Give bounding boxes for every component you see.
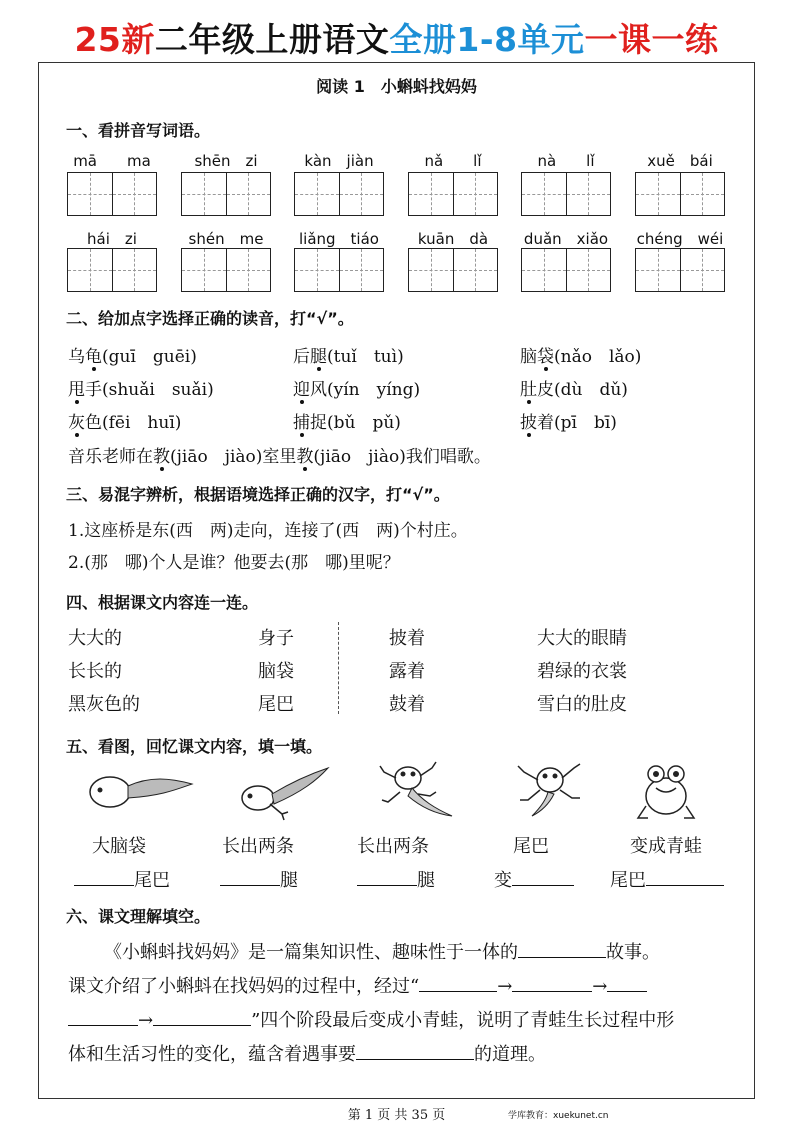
pinyin-label: shēn zi — [194, 152, 258, 170]
writing-box[interactable] — [181, 248, 271, 292]
dotted-char: 披 — [520, 413, 537, 433]
pinyin-label: liǎng tiáo — [299, 230, 379, 248]
match-right-a[interactable]: 披着 — [389, 628, 425, 649]
writing-box[interactable] — [521, 172, 611, 216]
dotted-char: 甩 — [68, 380, 85, 400]
dotted-char: 教 — [153, 447, 170, 467]
fill-label: 腿 — [417, 870, 435, 891]
pinyin-label: mā ma — [73, 152, 151, 170]
pinyin-options[interactable]: (dù dǔ) — [554, 380, 628, 400]
stage-fill — [74, 866, 170, 892]
section-4-heading: 四、根据课文内容连一连。 — [66, 593, 259, 612]
stage-caption: 变成青蛙 — [630, 836, 702, 857]
char: 色 — [85, 413, 102, 433]
stage-fill — [220, 866, 298, 892]
match-right-a[interactable]: 露着 — [389, 661, 425, 682]
fill-label: 腿 — [280, 870, 298, 891]
pinyin-label: nà lǐ — [537, 152, 595, 170]
dotted-char: 腿 — [310, 347, 327, 367]
stage-fill — [494, 866, 574, 892]
dotted-char: 灰 — [68, 413, 85, 433]
answer-blank[interactable] — [512, 975, 592, 992]
text: 《小蝌蚪找妈妈》是一篇集知识性、趣味性于一体的 — [104, 942, 518, 963]
dotted-char: 捕 — [293, 413, 310, 433]
writing-box[interactable] — [294, 172, 384, 216]
reading-item — [520, 408, 617, 433]
reading-item — [520, 375, 628, 400]
fill-label: 尾巴 — [610, 870, 646, 891]
answer-blank[interactable] — [220, 869, 280, 886]
stage-fill — [610, 866, 724, 892]
text: 故事。 — [606, 942, 660, 963]
reading-item — [68, 408, 181, 433]
char: 皮 — [537, 380, 554, 400]
pinyin-options[interactable]: (jiāo jiào)室里 — [170, 447, 297, 467]
char: 着 — [537, 413, 554, 433]
pinyin-options[interactable]: (bǔ pǔ) — [327, 413, 401, 433]
tadpole-with-legs-image — [232, 762, 332, 822]
writing-box[interactable] — [294, 248, 384, 292]
pinyin-options[interactable]: (pī bī) — [554, 413, 617, 433]
section-2-heading: 二、给加点字选择正确的读音，打“√”。 — [66, 309, 354, 328]
pinyin-options[interactable]: (guī guēi) — [102, 347, 197, 367]
froglet-image — [378, 756, 458, 822]
pinyin-options[interactable]: (shuǎi suǎi) — [102, 380, 214, 400]
reading-item — [293, 408, 401, 433]
section-3-heading: 三、易混字辨析，根据语境选择正确的汉字，打“√”。 — [66, 485, 450, 504]
divider — [338, 622, 339, 714]
writing-box[interactable] — [521, 248, 611, 292]
match-left-b[interactable]: 脑袋 — [258, 661, 294, 682]
text: 课文介绍了小蝌蚪在找妈妈的过程中，经过“ — [68, 976, 420, 997]
sentence-1[interactable]: 1.这座桥是东(西 两)走向，连接了(西 两)个村庄。 — [68, 521, 468, 541]
pinyin-label: kàn jiàn — [304, 152, 374, 170]
text: ”四个阶段最后变成小青蛙，说明了青蛙生长过程中形 — [251, 1010, 675, 1031]
answer-blank[interactable] — [357, 869, 417, 886]
answer-blank[interactable] — [518, 941, 606, 958]
paragraph-line-1 — [104, 938, 660, 964]
reading-item — [68, 342, 197, 367]
pinyin-options[interactable]: (nǎo lǎo) — [554, 347, 642, 367]
stage-caption: 大脑袋 — [92, 836, 146, 857]
match-left-a[interactable]: 大大的 — [68, 628, 122, 649]
match-left-b[interactable]: 身子 — [258, 628, 294, 649]
banner-title — [0, 18, 793, 62]
pinyin-label: chéng wéi — [636, 230, 724, 248]
answer-blank[interactable] — [153, 1009, 251, 1026]
section-5-heading: 五、看图，回忆课文内容，填一填。 — [66, 737, 323, 756]
paragraph-line-2 — [68, 972, 647, 998]
reading-item — [293, 375, 420, 400]
dotted-char: 肚 — [520, 380, 537, 400]
reading-item — [68, 375, 214, 400]
stage-fill — [357, 866, 435, 892]
dotted-char: 教 — [296, 447, 314, 467]
reading-item — [293, 342, 404, 367]
char: 手 — [85, 380, 102, 400]
paragraph-line-3 — [68, 1006, 674, 1032]
tadpole-image — [80, 766, 200, 816]
section-6-heading: 六、课文理解填空。 — [66, 907, 211, 926]
banner-part-4: 一课一练 — [584, 20, 719, 59]
pinyin-options[interactable]: (tuǐ tuì) — [327, 347, 404, 367]
match-left-a[interactable]: 长长的 — [68, 661, 122, 682]
young-frog-image — [510, 756, 590, 822]
reading-sentence — [68, 442, 491, 467]
stage-caption: 长出两条 — [222, 836, 294, 857]
answer-blank[interactable] — [607, 975, 647, 992]
match-right-b[interactable]: 雪白的肚皮 — [537, 694, 627, 715]
pinyin-label: duǎn xiǎo — [523, 230, 609, 248]
watermark: 学库教育：xuekunet.cn — [508, 1111, 609, 1121]
paragraph-line-4 — [68, 1040, 546, 1066]
sentence-part: 音乐老师在 — [68, 447, 153, 467]
answer-blank[interactable] — [68, 1009, 138, 1026]
banner-part-1: 25新 — [74, 20, 155, 59]
writing-box[interactable] — [181, 172, 271, 216]
answer-blank[interactable] — [419, 975, 497, 992]
banner-part-3: 全册1-8单元 — [389, 20, 585, 59]
match-right-b[interactable]: 大大的眼睛 — [537, 628, 627, 649]
match-right-b[interactable]: 碧绿的衣裳 — [537, 661, 627, 682]
char: 乌 — [68, 347, 85, 367]
answer-blank[interactable] — [74, 869, 134, 886]
arrow: → — [497, 976, 513, 997]
text: 体和生活习性的变化，蕴含着遇事要 — [68, 1044, 356, 1065]
fill-label: 尾巴 — [134, 870, 170, 891]
pinyin-label: hái zi — [87, 230, 137, 248]
char: 后 — [293, 347, 310, 367]
match-left-a[interactable]: 黑灰色的 — [68, 694, 140, 715]
dotted-char: 龟 — [85, 347, 102, 367]
dotted-char: 袋 — [537, 347, 554, 367]
arrow: → — [592, 976, 608, 997]
page-number: 第 1 页 共 35 页 — [347, 1108, 446, 1123]
lesson-title: 阅读 1 小蝌蚪找妈妈 — [316, 77, 477, 96]
pinyin-options[interactable]: (yín yíng) — [327, 380, 421, 400]
pinyin-options[interactable]: (fēi huī) — [102, 413, 182, 433]
banner-part-2: 二年级上册语文 — [154, 20, 390, 59]
answer-blank[interactable] — [646, 869, 724, 886]
pinyin-label: shén me — [188, 230, 264, 248]
pinyin-label: xuě bái — [647, 152, 713, 170]
match-right-a[interactable]: 鼓着 — [389, 694, 425, 715]
char: 脑 — [520, 347, 537, 367]
pinyin-options[interactable]: (jiāo jiào)我们唱歌。 — [313, 447, 491, 467]
writing-box[interactable] — [408, 248, 498, 292]
writing-box[interactable] — [67, 172, 157, 216]
stage-caption: 长出两条 — [357, 836, 429, 857]
pinyin-label: nǎ lǐ — [424, 152, 482, 170]
text: 的道理。 — [474, 1044, 546, 1065]
pinyin-label: kuān dà — [417, 230, 489, 248]
writing-box[interactable] — [67, 248, 157, 292]
char: 捉 — [310, 413, 327, 433]
char: 风 — [310, 380, 327, 400]
writing-box[interactable] — [635, 248, 725, 292]
stage-caption: 尾巴 — [513, 836, 549, 857]
section-1-heading: 一、看拼音写词语。 — [66, 121, 211, 140]
answer-blank[interactable] — [356, 1043, 474, 1060]
dotted-char: 迎 — [293, 380, 310, 400]
frog-image — [632, 756, 700, 824]
arrow: → — [138, 1010, 154, 1031]
writing-box[interactable] — [408, 172, 498, 216]
match-left-b[interactable]: 尾巴 — [258, 694, 294, 715]
fill-label: 变 — [494, 870, 512, 891]
sentence-2[interactable]: 2.(那 哪)个人是谁？他要去(那 哪)里呢？ — [68, 553, 400, 573]
answer-blank[interactable] — [512, 869, 574, 886]
reading-item — [520, 342, 641, 367]
writing-box[interactable] — [635, 172, 725, 216]
